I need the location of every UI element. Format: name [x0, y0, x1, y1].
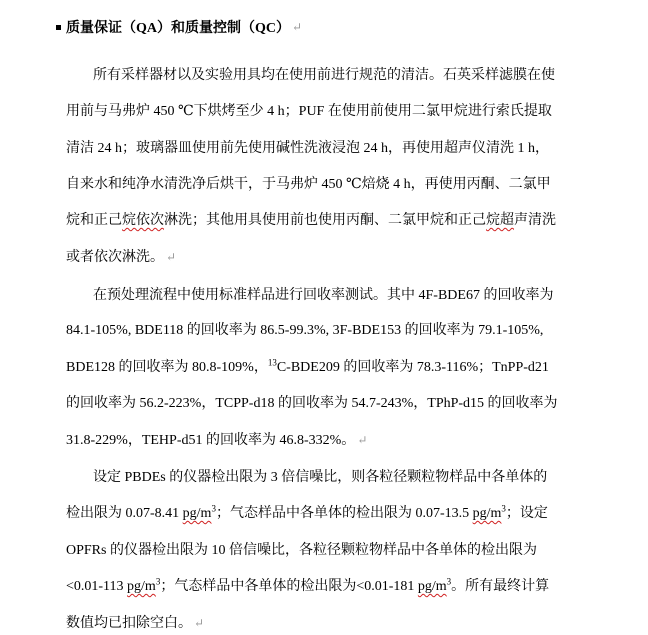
para1-line5-part-a: 烷和正己 — [66, 213, 122, 228]
para3-line1: 设定 PBDEs 的仪器检出限为 3 倍信噪比，则各粒径颗粒物样品中各单体的 — [93, 470, 548, 485]
paragraph-mark-icon: ↵ — [357, 433, 368, 447]
para1-line6-text: 或者依次淋洗。 — [66, 250, 164, 265]
para3-line4-part-a: <0.01-113 — [66, 579, 128, 594]
superscript-3: 3 — [155, 576, 161, 587]
spellcheck-word[interactable]: 烷依次 — [122, 213, 164, 228]
para3-line4 — [66, 576, 549, 598]
superscript-13: 13 — [267, 357, 277, 368]
para3-line3: OPFRs 的仪器检出限为 10 倍信噪比，各粒径颗粒物样品中各单体的检出限为 — [66, 543, 537, 558]
para2-line5-text: 31.8-229%，TEHP-d51 的回收率为 46.8-332%。 — [66, 433, 356, 448]
spellcheck-word[interactable]: pg/m — [127, 579, 156, 594]
para2-line5 — [66, 429, 367, 451]
para2-line3-part-b: C-BDE209 的回收率为 78.3-116%；TnPP-d21 — [276, 360, 549, 375]
para3-line2-part-b: ；气态样品中各单体的检出限为 0.07-13.5 — [215, 506, 473, 521]
spellcheck-word[interactable]: pg/m — [182, 506, 212, 521]
para1-line6 — [66, 246, 176, 268]
para1-line1: 所有采样器材以及实验用具均在使用前进行规范的清洁。石英采样滤膜在使 — [93, 68, 555, 83]
spellcheck-word[interactable]: pg/m — [472, 506, 502, 521]
para1-line4: 自来水和纯净水清洗净后烘干，于马弗炉 450 ℃焙烧 4 h，再使用丙酮、二氯甲 — [66, 177, 551, 192]
spellcheck-word[interactable]: pg/m — [417, 579, 447, 594]
para3-line5 — [66, 612, 204, 634]
paragraph-mark-icon: ↵ — [292, 19, 303, 34]
superscript-3: 3 — [211, 503, 216, 514]
para2-line3-part-a: BDE128 的回收率为 80.8-109%， — [66, 360, 268, 375]
para2-line4: 的回收率为 56.2-223%，TCPP-d18 的回收率为 54.7-243%，TPhP-d15 的回收率为 — [66, 396, 558, 411]
para1-line5-part-c: 声清洗 — [514, 213, 556, 228]
para2-line3 — [66, 357, 549, 379]
para3-line4-part-b: ；气态样品中各单体的检出限为<0.01-181 — [160, 579, 418, 594]
para3-line5-text: 数值均已扣除空白。 — [66, 616, 192, 631]
para3-line4-part-c: 。所有最终计算 — [451, 579, 550, 594]
para3-line2-part-a: 检出限为 0.07-8.41 — [66, 506, 183, 521]
paragraph-mark-icon: ↵ — [166, 250, 177, 264]
para1-line3: 清洁 24 h；玻璃器皿使用前先使用碱性洗液浸泡 24 h，再使用超声仪清洗 1 h， — [66, 141, 549, 156]
square-bullet-icon — [56, 25, 61, 30]
paragraph-mark-icon: ↵ — [194, 616, 205, 630]
superscript-3: 3 — [446, 576, 452, 587]
heading-text: 质量保证（QA）和质量控制（QC） — [66, 21, 290, 36]
section-heading — [56, 16, 302, 38]
para1-line5-part-b: 淋洗；其他用具使用前也使用丙酮、二氯甲烷和正己 — [164, 213, 486, 228]
para1-line5 — [66, 210, 556, 232]
para1-line2: 用前与马弗炉 450 ℃下烘烤至少 4 h；PUF 在使用前使用二氯甲烷进行索氏提取 — [66, 104, 552, 119]
para2-line1: 在预处理流程中使用标准样品进行回收率测试。其中 4F-BDE67 的回收率为 — [93, 288, 554, 303]
superscript-3: 3 — [501, 503, 506, 514]
para3-line2 — [66, 503, 548, 525]
para3-line2-part-c: ；设定 — [505, 506, 548, 521]
spellcheck-word[interactable]: 烷超 — [486, 213, 514, 228]
para2-line2: 84.1-105%, BDE118 的回收率为 86.5-99.3%, 3F-BDE153 的回收率为 79.1-105%, — [66, 323, 544, 338]
